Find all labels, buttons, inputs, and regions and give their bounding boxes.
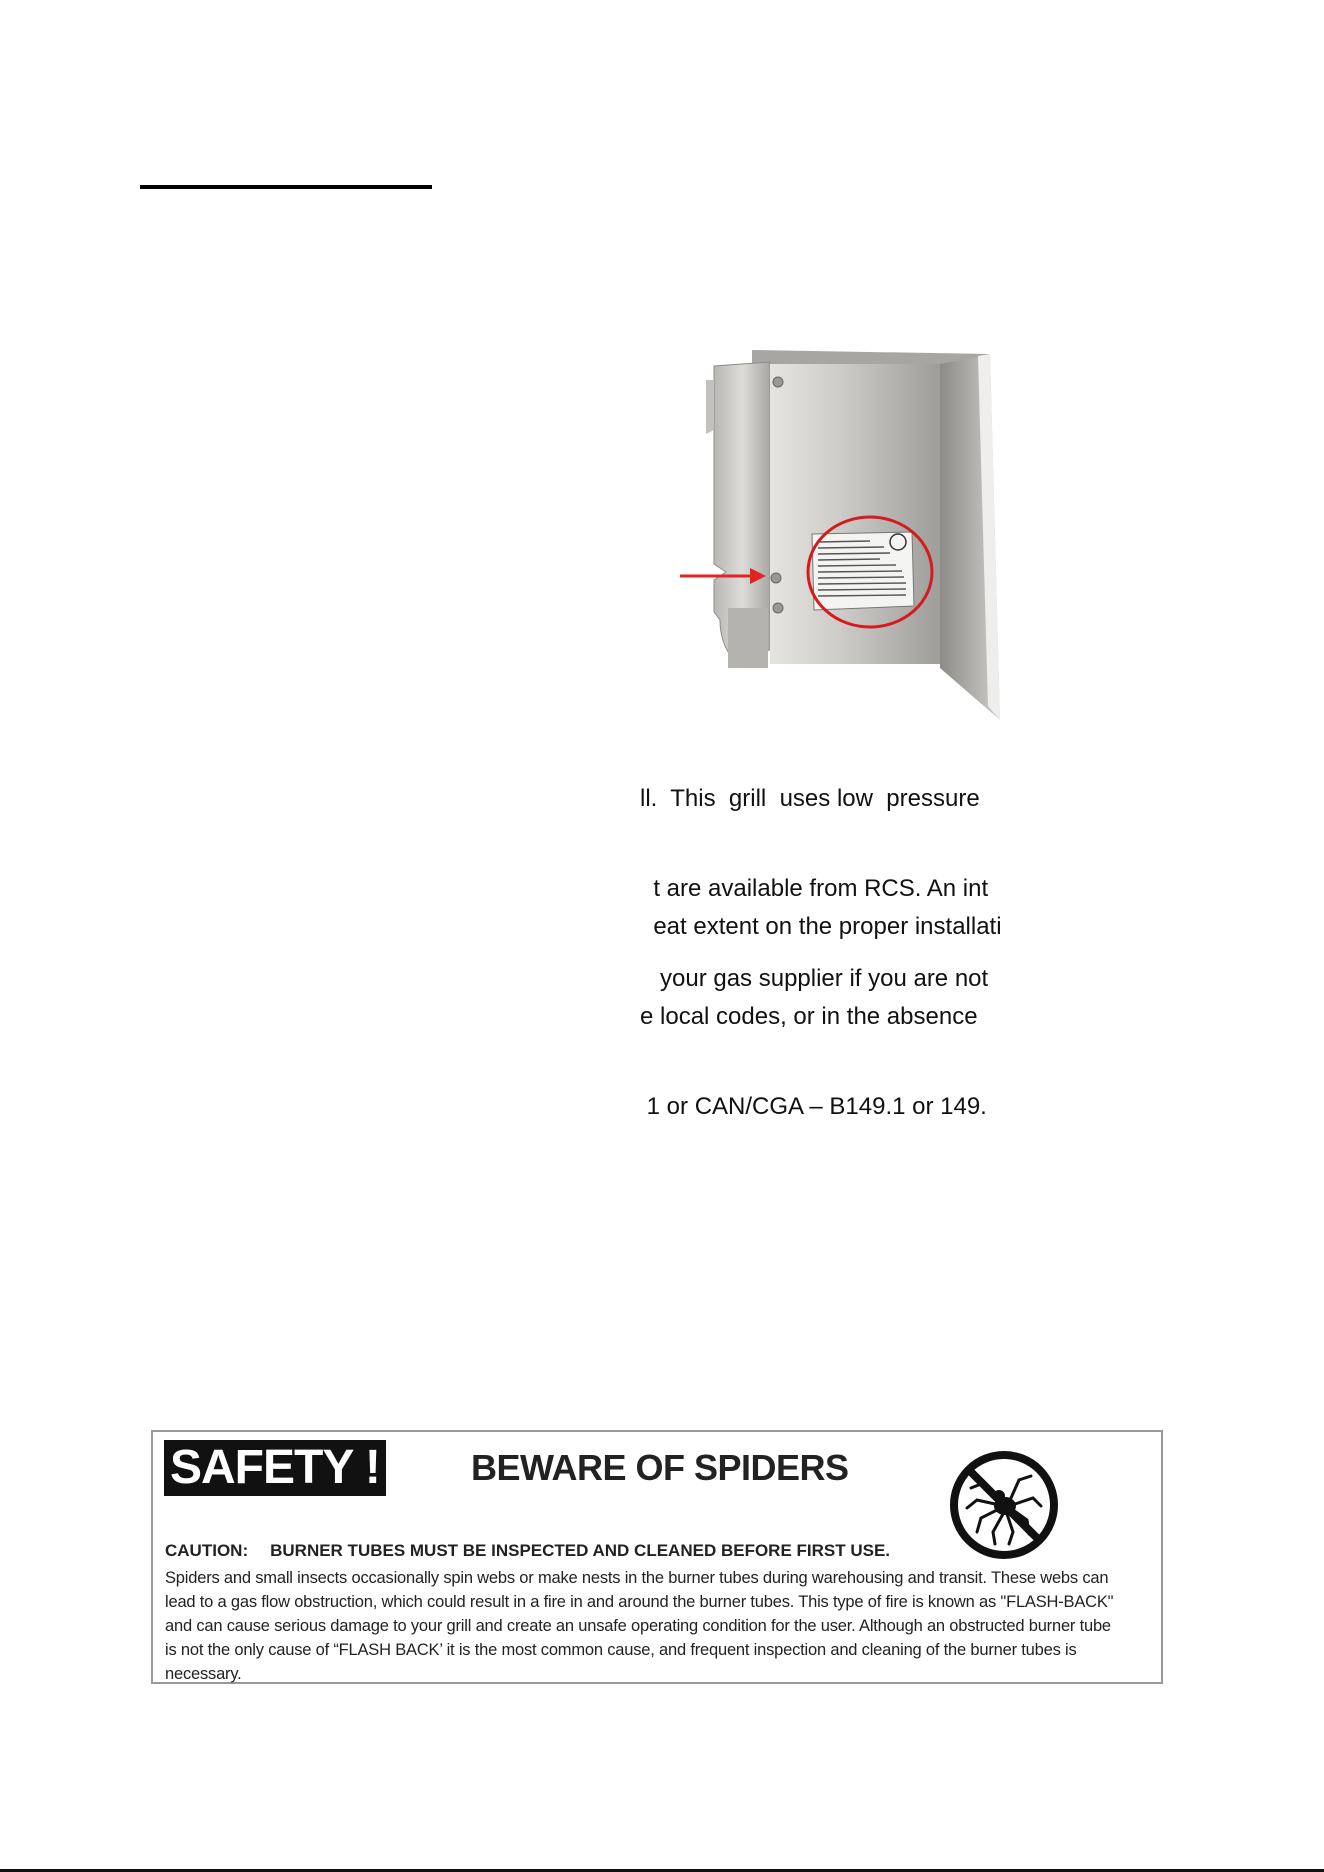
header-rule	[140, 185, 432, 189]
notice-body-line: Spiders and small insects occasionally spin webs or make nests in the burner tubes during warehousing and transit. These webs can	[165, 1569, 1109, 1587]
caution-text: BURNER TUBES MUST BE INSPECTED AND CLEANED BEFORE FIRST USE.	[270, 1541, 891, 1560]
notice-heading: BEWARE OF SPIDERS	[471, 1447, 849, 1488]
caution-line	[165, 1540, 890, 1562]
caution-label: CAUTION:	[165, 1541, 249, 1560]
fragment-line: eat extent on the proper installati	[640, 913, 1002, 940]
notice-body-line: lead to a gas flow obstruction, which could result in a fire in and around the burner tubes. This type of fire is known as "FLASH-BACK"	[165, 1593, 1114, 1611]
spider-safety-notice	[151, 1430, 1163, 1684]
fragment-line: t are available from RCS. An int	[640, 875, 989, 902]
fragment-line: e local codes, or in the absence	[640, 1003, 978, 1030]
rating-label-photo	[670, 350, 1000, 720]
fragment-block-2	[640, 852, 1020, 1152]
notice-body-line: and can cause serious damage to your grill and create an unsafe operating condition for the user. Although an obstructed burner tube	[165, 1617, 1111, 1635]
no-spider-icon	[947, 1448, 1061, 1562]
rating-label	[812, 532, 914, 610]
notice-body-line: necessary.	[165, 1665, 242, 1683]
safety-title: SAFETY !	[164, 1440, 386, 1496]
fragment-line: 1 or CAN/CGA – B149.1 or 149.	[640, 1093, 987, 1120]
fragment-line: ll. This grill uses low pressure	[640, 785, 980, 812]
notice-body	[165, 1566, 1155, 1686]
notice-body-line: is not the only cause of “FLASH BACK’ it is the most common cause, and frequent inspection and cleaning of the burner tubes is	[165, 1641, 1077, 1659]
fragment-line: your gas supplier if you are not	[640, 965, 989, 992]
